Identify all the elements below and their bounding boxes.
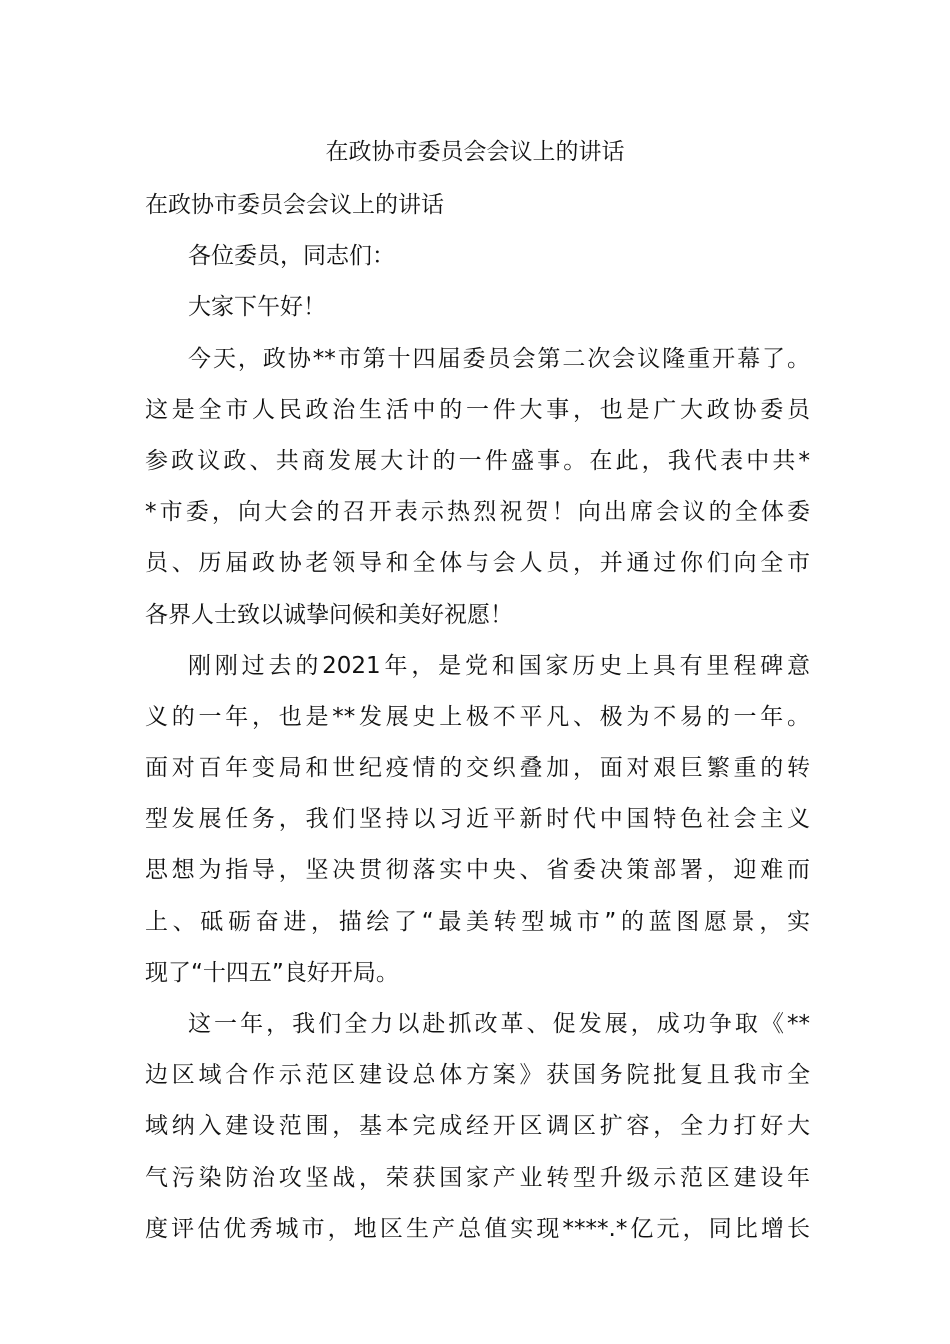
paragraph-2-line: 刚刚过去的2021年，是党和国家历史上具有里程碑意 [188,652,810,679]
document-body [145,180,810,1255]
paragraph-2-line: 面对百年变局和世纪疫情的交织叠加，面对艰巨繁重的转 [145,755,810,782]
paragraph-3-line: 气污染防治攻坚战，荣获国家产业转型升级示范区建设年 [145,1164,810,1191]
paragraph-3-line: 域纳入建设范围，基本完成经开区调区扩容，全力打好大 [145,1113,810,1140]
paragraph-1-line: 各界人士致以诚挚问候和美好祝愿！ [145,601,513,628]
greeting: 大家下午好！ [188,294,326,321]
paragraph-2-line: 现了“十四五”良好开局。 [145,959,399,986]
paragraph-2-line: 上、砥砺奋进，描绘了“最美转型城市”的蓝图愿景，实 [145,908,810,935]
salutation: 各位委员，同志们： [188,243,395,270]
paragraph-1-line: 员、历届政协老领导和全体与会人员，并通过你们向全市 [145,550,810,577]
paragraph-2-line: 型发展任务，我们坚持以习近平新时代中国特色社会主义 [145,806,810,833]
paragraph-2-line: 思想为指导，坚决贯彻落实中央、省委决策部署，迎难而 [145,857,810,884]
paragraph-1-line: *市委，向大会的召开表示热烈祝贺！向出席会议的全体委 [145,499,810,526]
paragraph-3-line: 度评估优秀城市，地区生产总值实现****.*亿元，同比增长 [145,1215,810,1242]
paragraph-2-line: 义的一年，也是**发展史上极不平凡、极为不易的一年。 [145,703,810,730]
paragraph-3-line: 这一年，我们全力以赴抓改革、促发展，成功争取《** [188,1011,810,1037]
paragraph-1-line: 这是全市人民政治生活中的一件大事，也是广大政协委员 [145,396,810,423]
paragraph-3-line: 边区域合作示范区建设总体方案》获国务院批复且我市全 [145,1062,810,1089]
document-title: 在政协市委员会会议上的讲话 [325,139,625,165]
body-heading: 在政协市委员会会议上的讲话 [145,192,444,218]
paragraph-1-line: 参政议政、共商发展大计的一件盛事。在此，我代表中共* [145,447,810,474]
paragraph-1-line: 今天，政协**市第十四届委员会第二次会议隆重开幕了。 [188,345,810,372]
